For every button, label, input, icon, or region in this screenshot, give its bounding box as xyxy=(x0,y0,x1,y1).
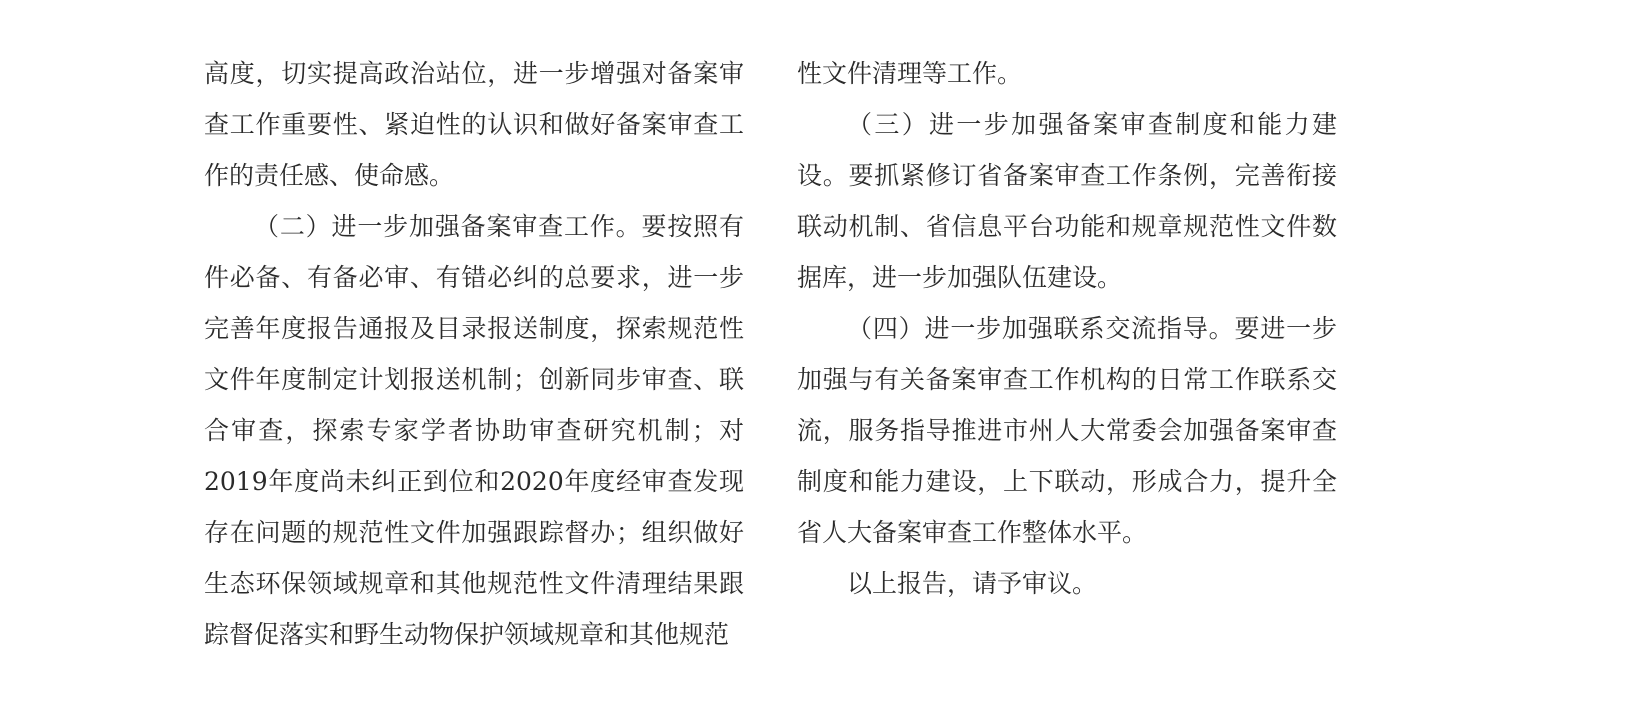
paragraph-section-3: （三）进一步加强备案审查制度和能力建设。要抓紧修订省备案审查工作条例，完善衔接联动机制、省信息平台功能和规章规范性文件数据库，进一步加强队伍建设。 xyxy=(797,110,1337,292)
closing-paragraph: 以上报告，请予审议。 xyxy=(847,569,1098,598)
paragraph-section-2: （二）进一步加强备案审查工作。要按照有件必备、有备必审、有错必纠的总要求，进一步完善年度报告通报及目录报送制度，探索规范性文件年度制定计划报送机制；创新同步审查、联合审查，探索专家学者协助审查研究机制；对2019年度尚未纠正到位和2020年度经审查发现存在问题的规范性文件加强跟踪督办；组织做好生态环保领域规章和其他规范性文件清理结果跟踪督促落实和野生动物保护领域规章和其他规范 xyxy=(204,212,744,649)
paragraph-continuation: 高度，切实提高政治站位，进一步增强对备案审查工作重要性、紧迫性的认识和做好备案审查工作的责任感、使命感。 xyxy=(204,59,744,190)
paragraph-section-4: （四）进一步加强联系交流指导。要进一步加强与有关备案审查工作机构的日常工作联系交流，服务指导推进市州人大常委会加强备案审查制度和能力建设，上下联动，形成合力，提升全省人大备案审查工作整体水平。 xyxy=(797,314,1337,547)
right-column xyxy=(797,48,1337,609)
paragraph-continuation-right: 性文件清理等工作。 xyxy=(797,59,1023,88)
left-column xyxy=(204,48,744,660)
